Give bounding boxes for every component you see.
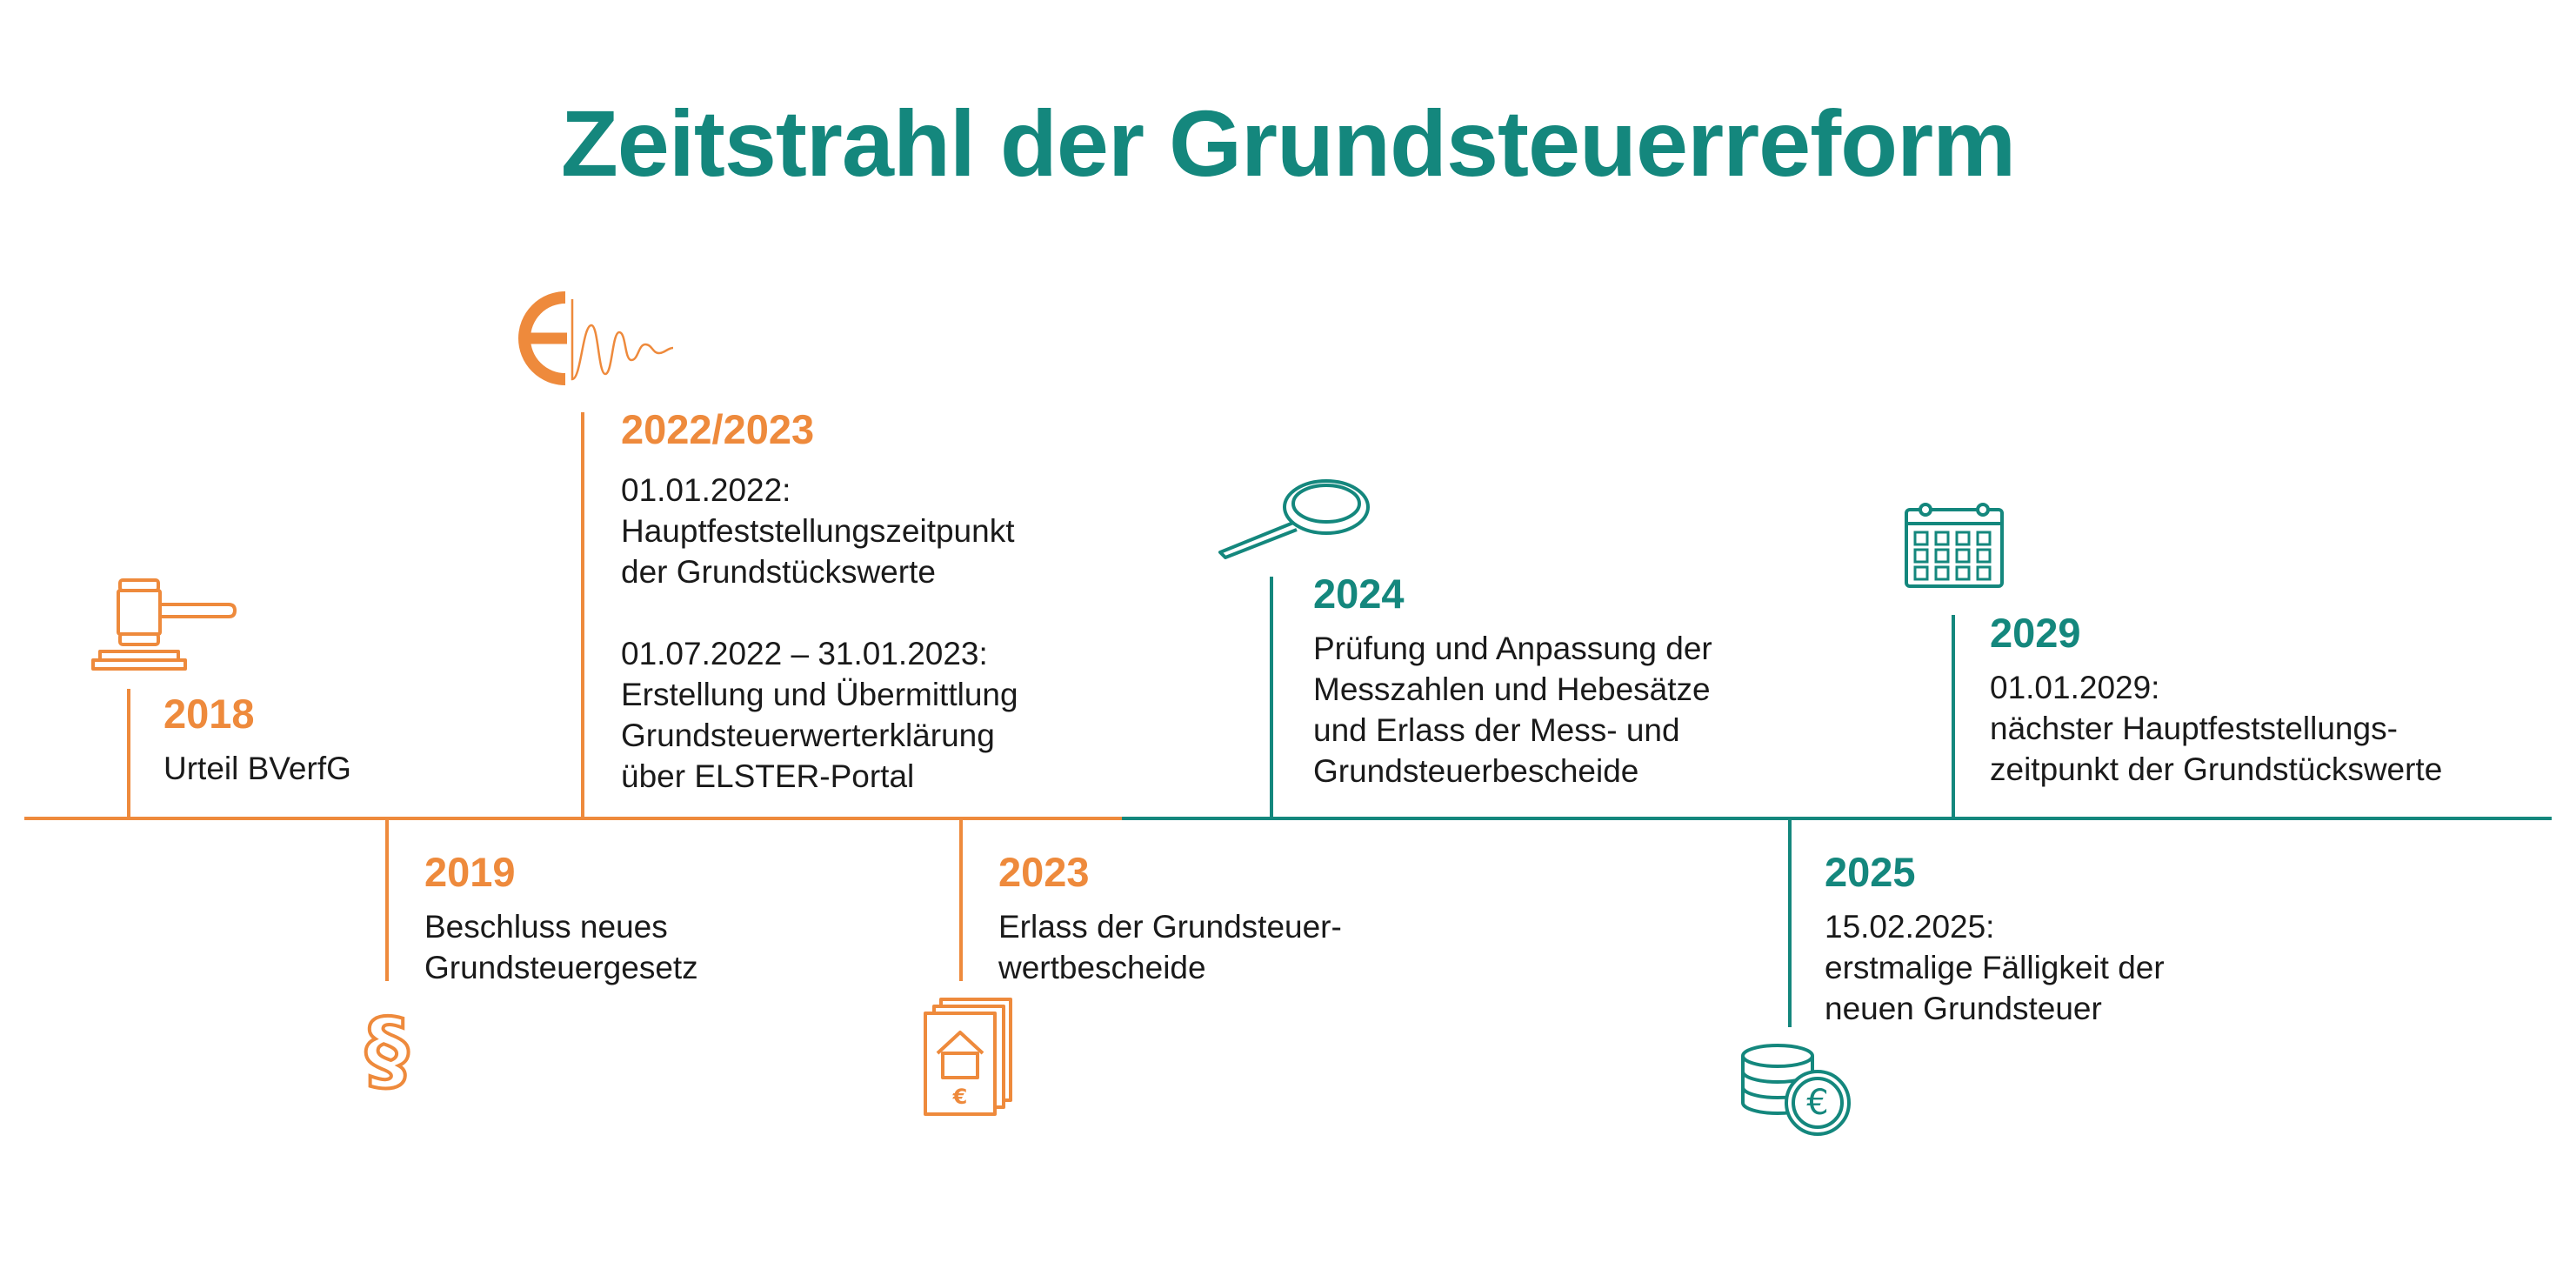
event-year-2019: 2019: [424, 849, 516, 895]
event-desc-2022-2023: 01.01.2022: Hauptfeststellungszeitpunkt der Grundstückswerte 01.07.2022 – 31.01.2023: Erstellung und Übermittlung Grundsteuerwerterklärung über ELSTER-Portal: [621, 472, 1018, 794]
coins-euro-icon: [1739, 1042, 1861, 1142]
event-year-2022-2023: 2022/2023: [621, 406, 815, 452]
connector-2022-2023: [581, 412, 584, 818]
connector-2025: [1788, 818, 1792, 1027]
elster-logo-icon: [511, 290, 685, 386]
event-desc-2019: Beschluss neues Grundsteuergesetz: [424, 909, 698, 985]
connector-2018: [127, 689, 130, 818]
tax-document-icon: [920, 996, 1016, 1118]
calendar-icon: [1903, 503, 2007, 590]
timeline-line-teal: [1122, 817, 2552, 820]
event-year-2024: 2024: [1313, 571, 1405, 617]
event-year-2018: 2018: [164, 691, 255, 737]
connector-2019: [385, 818, 389, 981]
timeline-line-orange: [24, 817, 1122, 820]
connector-2023: [959, 818, 963, 981]
svg-text:€: €: [1806, 1083, 1829, 1123]
event-desc-2024: Prüfung und Anpassung der Messzahlen und Hebesätze und Erlass der Mess- und Grundsteuerbescheide: [1313, 631, 1712, 789]
magnifier-icon: [1213, 474, 1378, 561]
connector-2024: [1270, 577, 1273, 818]
paragraph-icon: [357, 999, 417, 1101]
event-desc-2029: 01.01.2029: nächster Hauptfeststellungs- zeitpunkt der Grundstückswerte: [1990, 670, 2443, 787]
page-title: Zeitstrahl der Grundsteuerreform: [560, 90, 2016, 196]
event-year-2023: 2023: [998, 849, 1090, 895]
event-desc-2025: 15.02.2025: erstmalige Fälligkeit der neuen Grundsteuer: [1825, 909, 2165, 1026]
connector-2029: [1952, 615, 1955, 818]
event-year-2029: 2029: [1990, 610, 2081, 656]
svg-text:§: §: [365, 999, 409, 1101]
event-desc-2018: Urteil BVerfG: [164, 751, 351, 786]
event-desc-2023: Erlass der Grundsteuer- wertbescheide: [998, 909, 1342, 985]
gavel-icon: [91, 576, 239, 671]
svg-text:€: €: [952, 1085, 968, 1109]
event-year-2025: 2025: [1825, 849, 1916, 895]
